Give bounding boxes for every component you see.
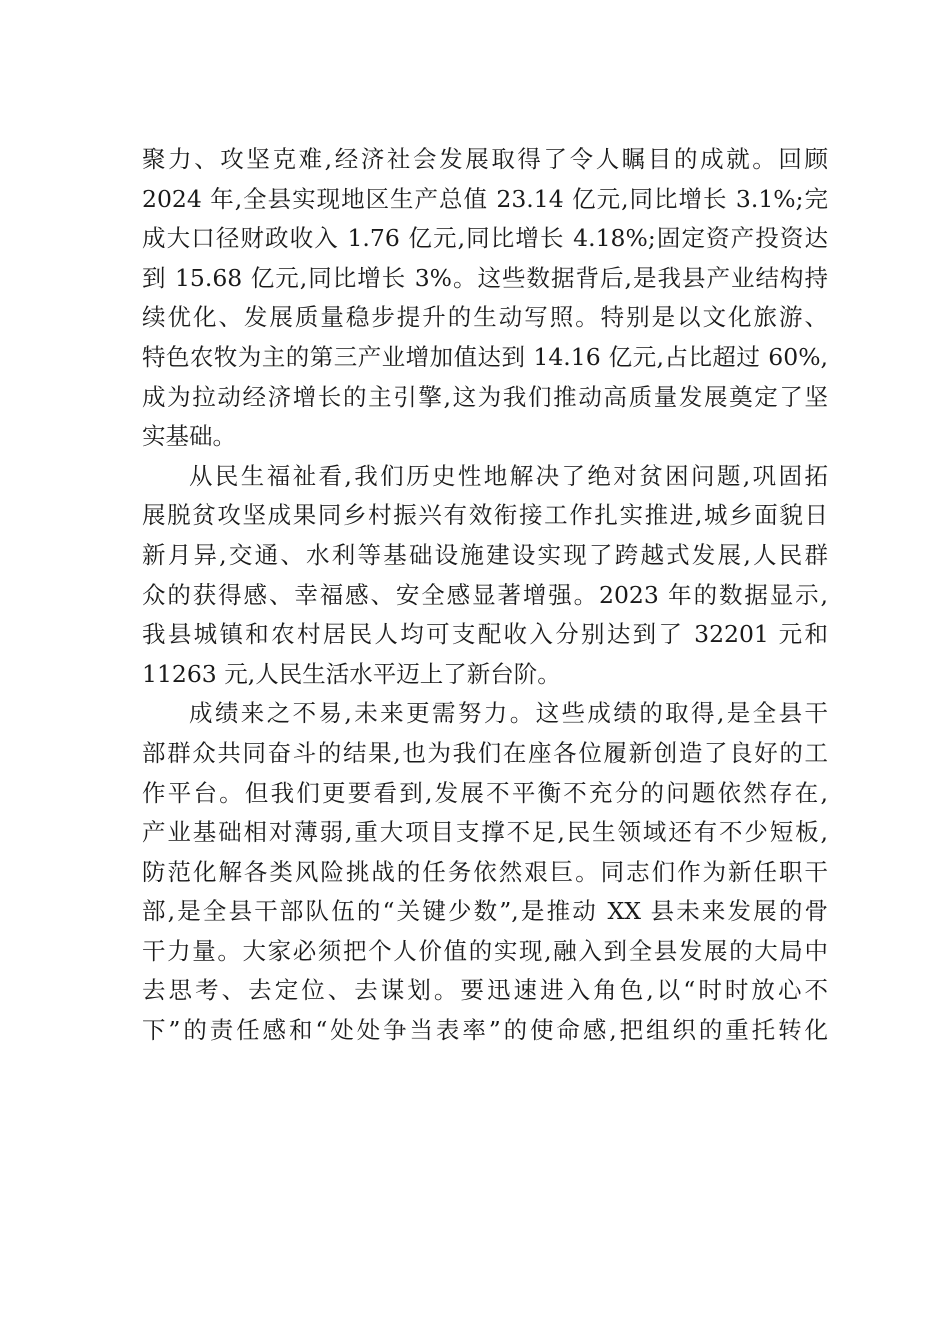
text-line: 防范化解各类风险挑战的任务依然艰巨。同志们作为新任职干 <box>142 857 828 886</box>
text-line: 聚力、攻坚克难,经济社会发展取得了令人瞩目的成就。回顾 <box>142 145 828 173</box>
text-line: 2024 年,全县实现地区生产总值 23.14 亿元,同比增长 3.1%;完 <box>142 184 828 213</box>
text-line: 成大口径财政收入 1.76 亿元,同比增长 4.18%;固定资产投资达 <box>142 224 828 253</box>
text-line: 展脱贫攻坚成果同乡村振兴有效衔接工作扎实推进,城乡面貌日 <box>142 501 828 530</box>
text-line: 续优化、发展质量稳步提升的生动写照。特别是以文化旅游、 <box>142 303 828 332</box>
text-line: 我县城镇和农村居民人均可支配收入分别达到了 32201 元和 <box>142 620 828 649</box>
text-line: 产业基础相对薄弱,重大项目支撑不足,民生领域还有不少短板, <box>142 818 828 847</box>
text-line: 部,是全县干部队伍的“关键少数”,是推动 XX 县未来发展的骨 <box>142 897 828 926</box>
text-line: 去思考、去定位、去谋划。要迅速进入角色,以“时时放心不 <box>142 976 828 1005</box>
text-line: 下”的责任感和“处处争当表率”的使命感,把组织的重托转化 <box>142 1016 828 1045</box>
text-line: 众的获得感、幸福感、安全感显著增强。2023 年的数据显示, <box>142 580 828 609</box>
text-line: 部群众共同奋斗的结果,也为我们在座各位履新创造了良好的工 <box>142 738 828 767</box>
text-line: 实基础。 <box>142 422 236 451</box>
text-line: 干力量。大家必须把个人价值的实现,融入到全县发展的大局中 <box>142 936 828 965</box>
text-line: 作平台。但我们更要看到,发展不平衡不充分的问题依然存在, <box>142 778 828 807</box>
text-line: 新月异,交通、水利等基础设施建设实现了跨越式发展,人民群 <box>142 540 828 569</box>
text-line: 特色农牧为主的第三产业增加值达到 14.16 亿元,占比超过 60%, <box>142 342 828 371</box>
text-line: 成为拉动经济增长的主引擎,这为我们推动高质量发展奠定了坚 <box>142 382 828 411</box>
text-line: 成绩来之不易,未来更需努力。这些成绩的取得,是全县干 <box>189 699 828 728</box>
text-line: 从民生福祉看,我们历史性地解决了绝对贫困问题,巩固拓 <box>189 461 828 490</box>
text-line: 11263 元,人民生活水平迈上了新台阶。 <box>142 659 561 688</box>
text-line: 到 15.68 亿元,同比增长 3%。这些数据背后,是我县产业结构持 <box>142 263 828 292</box>
body-text <box>142 140 828 1051</box>
